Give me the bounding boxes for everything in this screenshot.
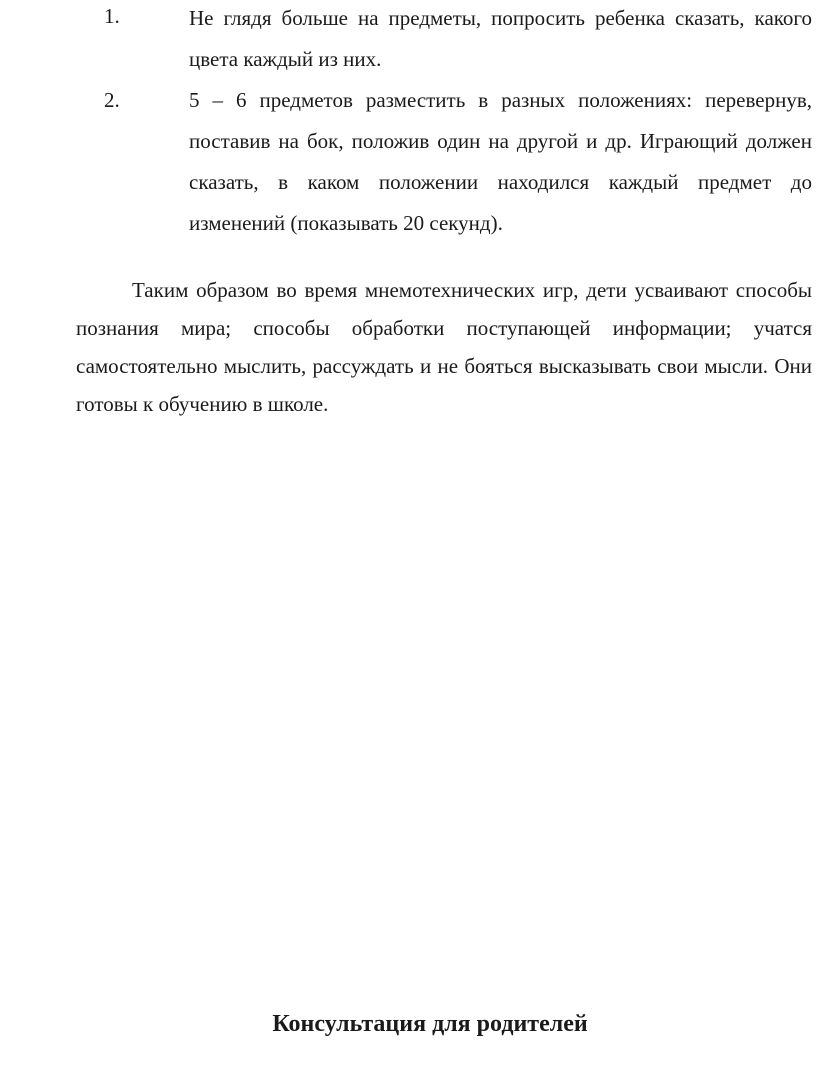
numbered-list: [0, 0, 816, 244]
section-heading: Консультация для родителей: [272, 1011, 588, 1037]
list-item: [0, 0, 816, 80]
list-item-number: 2.: [104, 88, 120, 112]
list-item-text: 5 – 6 предметов разместить в разных положениях: перевернув, поставив на бок, положив один на другой и др. Играющий должен сказать, в каком положении находился каждый предмет до изменений (показывать 20 секунд).: [189, 88, 812, 235]
list-item-number: 1.: [104, 4, 120, 28]
conclusion-paragraph: Таким образом во время мнемотехнических игр, дети усваивают способы познания мира; способы обработки поступающей информации; учатся самостоятельно мыслить, рассуждать и не бояться высказывать свои мысли. Они готовы к обучению в школе.: [76, 278, 812, 416]
list-item: [0, 80, 816, 244]
list-item-text: Не глядя больше на предметы, попросить ребенка сказать, какого цвета каждый из них.: [189, 6, 812, 71]
